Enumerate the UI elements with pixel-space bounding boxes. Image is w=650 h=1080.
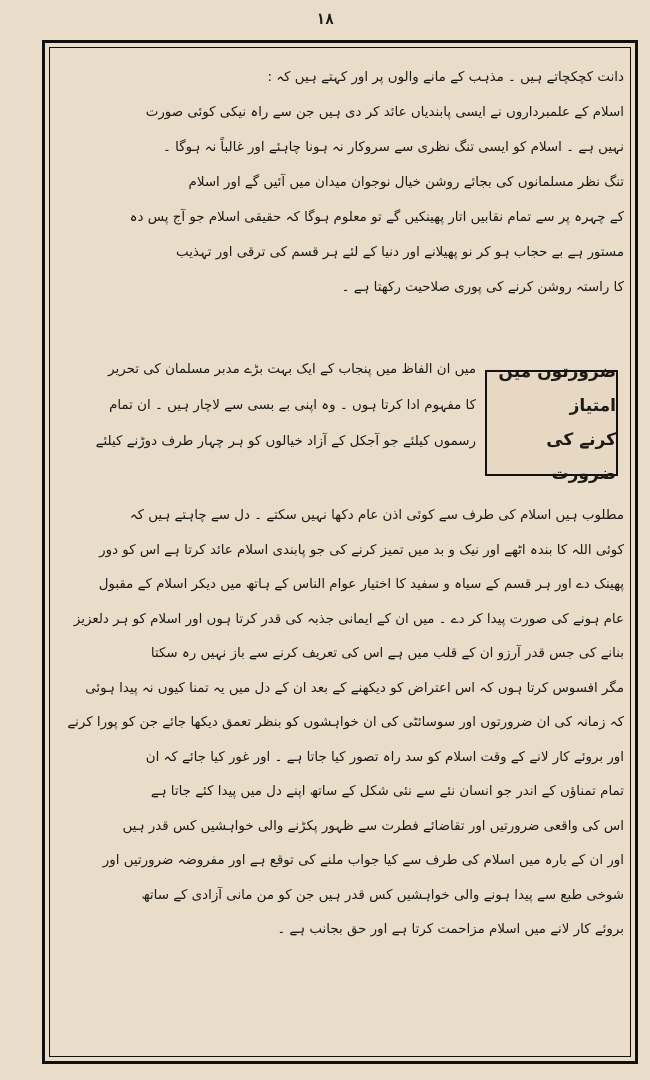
text-line: کا مفہوم ادا کرتا ہوں ۔ وہ اپنی بے بسی سے لاچار ہیں ۔ ان تمام bbox=[109, 398, 476, 413]
text-line: کے چہرہ پر سے تمام نقابیں اتار پھینکیں گے تو معلوم ہوگا کہ حقیقی اسلام جو آج پس دہ bbox=[129, 210, 624, 225]
text-line: اسلام کے علمبرداروں نے ایسی پابندیاں عائد کر دی ہیں جن سے راہ نیکی کوئی صورت bbox=[145, 105, 624, 120]
text-line: میں ان الفاظ میں پنجاب کے ایک بہت بڑے مدبر مسلمان کی تحریر bbox=[108, 362, 476, 377]
text-line: بنانے کی جس قدر آرزو ان کے قلب میں ہے اس کی تعریف کرنے سے باز نہیں رہ سکتا bbox=[150, 646, 624, 661]
text-line: اس کی واقعی ضرورتیں اور تقاضائے فطرت سے ظہور پکڑنے والی خواہشیں کس قدر ہیں bbox=[122, 818, 624, 834]
text-line: دانت کچکچاتے ہیں ۔ مذہب کے مانے والوں پر اور کہتے ہیں کہ : bbox=[267, 70, 624, 85]
text-line: مگر افسوس کرتا ہوں کہ اس اعتراض کو دیکھنے کے بعد ان کے دل میں یہ تمنا کیوں نہ پیدا ہوئی bbox=[85, 680, 624, 696]
side-paragraph bbox=[58, 352, 476, 460]
text-line: پھینک دے اور ہر قسم کے سیاہ و سفید کا اختیار عوام الناس کے ہاتھ میں دیکر اسلام کے مقبول bbox=[98, 577, 624, 592]
side-heading-line-1: ضرورتوں میں امتیاز bbox=[498, 362, 616, 416]
text-line: مطلوب ہیں اسلام کی طرف سے کوئی اذن عام دکھا نہیں سکتے ۔ دل سے چاہتے ہیں کہ bbox=[129, 508, 624, 523]
side-heading-line-2: کرنے کی ضرورت bbox=[546, 430, 616, 484]
page-number: ۱۸ bbox=[315, 10, 335, 28]
body-paragraph bbox=[58, 498, 624, 947]
text-line: بروئے کار لانے میں اسلام مزاحمت کرتا ہے اور حق بجانب ہے ۔ bbox=[277, 922, 624, 937]
text-line: نہیں ہے ۔ اسلام کو ایسی تنگ نظری سے سروکار نہ ہونا چاہئے اور غالباً نہ ہوگا ۔ bbox=[163, 140, 624, 155]
text-line: کہ زمانہ کی ان ضرورتوں اور سوسائٹی کی ان خواہشوں کو بنظر تعمق دیکھا جائے جن کو پورا کرنے bbox=[67, 715, 624, 730]
text-line: عام ہونے کی صورت پیدا کر دے ۔ میں ان کے ایمانی جذبہ کی قدر کرتا ہوں اور اسلام کو ہر دلعزیز bbox=[73, 611, 624, 627]
text-line: کوئی اللہ کا بندہ اٹھے اور نیک و بد میں تمیز کرنے کی جو پابندی اسلام عائد کرتا ہے اس کو دور bbox=[99, 542, 624, 558]
text-line: کا راستہ روشن کرنے کی پوری صلاحیت رکھتا ہے ۔ bbox=[341, 280, 624, 295]
text-line: شوخی طبع سے پیدا ہونے والی خواہشیں کس قدر ہیں جن کو من مانی آزادی کے ساتھ bbox=[141, 887, 624, 903]
text-line: تمام تمناؤں کے اندر جو انسان نئے سے نئی شکل کے ساتھ اپنے دل میں پیدا کئے جاتا ہے bbox=[150, 784, 624, 799]
text-line: مستور ہے بے حجاب ہو کر نو پھیلانے اور دنیا کے لئے ہر قسم کی ترقی اور تہذیب bbox=[176, 245, 624, 260]
text-line: رسموں کیلئے جو آجکل کے آزاد خیالوں کو ہر چہار طرف دوڑنے کیلئے bbox=[95, 434, 476, 449]
text-line: اور ان کے بارہ میں اسلام کی طرف سے کیا جواب ملنے کی توقع ہے اور مفروضہ ضرورتیں اور bbox=[102, 853, 624, 868]
side-heading-box bbox=[485, 362, 618, 484]
text-line: تنگ نظر مسلمانوں کی بجائے روشن خیال نوجوان میدان میں آئیں گے اور اسلام bbox=[188, 175, 624, 190]
intro-paragraph bbox=[58, 60, 624, 305]
text-line: اور بروئے کار لانے کے وقت اسلام کو سد راہ تصور کیا جاتا ہے ۔ اور غور کیا جائے کہ ان bbox=[145, 749, 624, 765]
